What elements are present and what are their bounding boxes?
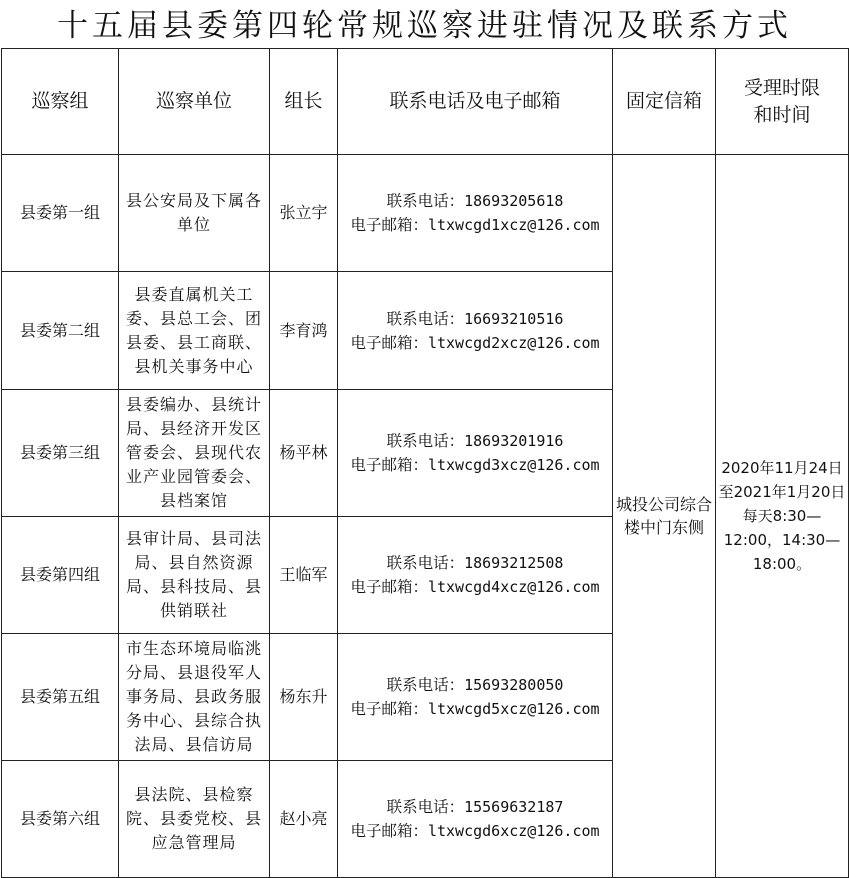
contact-cell (338, 272, 613, 390)
unit-cell: 县委编办、县统计局、县经济开发区管委会、县现代农业产业园管委会、县档案馆 (119, 390, 270, 517)
leader-cell: 李育鸿 (270, 272, 338, 390)
email-label: 电子邮箱： (350, 333, 428, 352)
email-label: 电子邮箱： (350, 578, 428, 596)
phone-value: 18693212508 (464, 554, 564, 572)
time-cell: 2020年11月24日至2021年1月20日每天8:30—12:00，14:30—18:00。 (716, 155, 849, 878)
email-label: 电子邮箱： (350, 822, 428, 840)
contact-cell (338, 517, 613, 634)
contact-cell (338, 155, 613, 272)
unit-cell: 县委直属机关工委、县总工会、团县委、县工商联、县机关事务中心 (119, 272, 270, 390)
contact-cell (338, 390, 613, 517)
email-label: 电子邮箱： (350, 456, 428, 474)
group-cell: 县委第二组 (2, 272, 119, 390)
email-value: ltxwcgd2xcz@126.com (427, 333, 600, 352)
header-contact: 联系电话及电子邮箱 (338, 49, 613, 155)
contact-cell (338, 634, 613, 761)
leader-cell: 张立宇 (270, 155, 338, 272)
table-row (2, 155, 849, 272)
phone-value: 15693280050 (464, 676, 564, 694)
email-value: ltxwcgd4xcz@126.com (427, 578, 600, 596)
leader-cell: 赵小亮 (270, 761, 338, 878)
group-cell: 县委第三组 (2, 390, 119, 517)
phone-value: 16693210516 (464, 309, 564, 328)
page-title: 十五届县委第四轮常规巡察进驻情况及联系方式 (57, 8, 792, 44)
unit-cell: 县法院、县检察院、县委党校、县应急管理局 (119, 761, 270, 878)
phone-label: 联系电话： (386, 192, 465, 210)
phone-value: 18693201916 (464, 432, 564, 450)
phone-label: 联系电话： (386, 554, 465, 572)
group-cell: 县委第五组 (2, 634, 119, 761)
header-mailbox: 固定信箱 (613, 49, 716, 155)
email-value: ltxwcgd3xcz@126.com (427, 456, 600, 474)
inspection-table (1, 48, 849, 878)
group-cell: 县委第一组 (2, 155, 119, 272)
phone-value: 15569632187 (464, 798, 564, 816)
email-label: 电子邮箱： (350, 700, 428, 718)
leader-cell: 杨东升 (270, 634, 338, 761)
unit-cell: 县公安局及下属各单位 (119, 155, 270, 272)
phone-label: 联系电话： (386, 798, 465, 816)
email-value: ltxwcgd1xcz@126.com (427, 216, 600, 234)
unit-cell: 市生态环境局临洮分局、县退役军人事务局、县政务服务中心、县综合执法局、县信访局 (119, 634, 270, 761)
group-cell: 县委第六组 (2, 761, 119, 878)
group-cell: 县委第四组 (2, 517, 119, 634)
leader-cell: 王临军 (270, 517, 338, 634)
unit-cell: 县审计局、县司法局、县自然资源局、县科技局、县供销联社 (119, 517, 270, 634)
header-time (716, 49, 849, 155)
mailbox-cell: 城投公司综合楼中门东侧 (613, 155, 716, 878)
phone-label: 联系电话： (386, 432, 465, 450)
header-row (2, 49, 849, 155)
phone-label: 联系电话： (386, 676, 465, 694)
leader-cell: 杨平林 (270, 390, 338, 517)
email-value: ltxwcgd5xcz@126.com (427, 700, 600, 718)
header-group: 巡察组 (2, 49, 119, 155)
email-value: ltxwcgd6xcz@126.com (427, 822, 600, 840)
header-unit: 巡察单位 (119, 49, 270, 155)
header-time-line1: 受理时限 (743, 76, 820, 99)
header-time-line2: 和时间 (753, 103, 811, 126)
phone-value: 18693205618 (464, 192, 564, 210)
header-leader: 组长 (270, 49, 338, 155)
contact-cell (338, 761, 613, 878)
phone-label: 联系电话： (386, 309, 465, 328)
email-label: 电子邮箱： (350, 216, 428, 234)
